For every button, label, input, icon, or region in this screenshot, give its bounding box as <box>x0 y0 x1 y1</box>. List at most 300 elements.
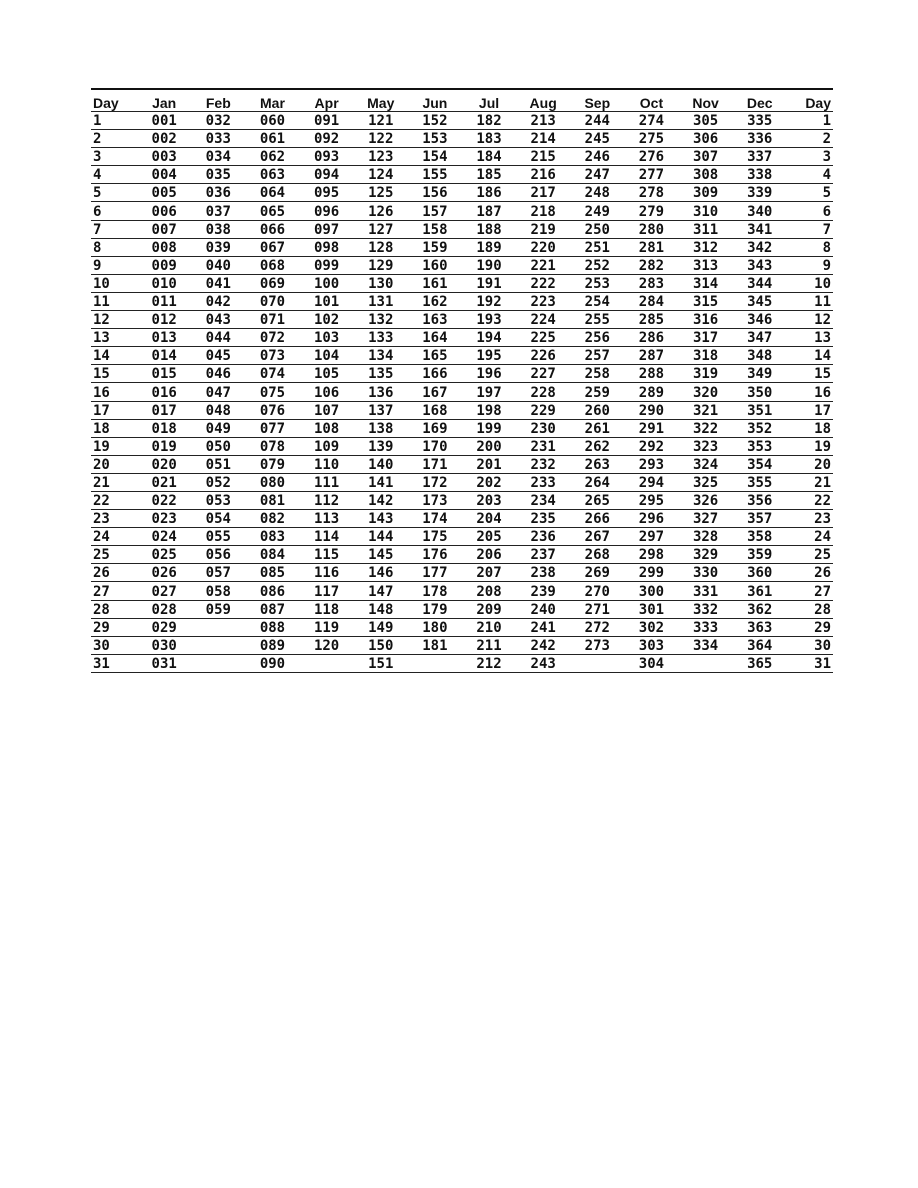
julian-date-cell: 360 <box>733 564 787 582</box>
julian-date-cell: 358 <box>733 528 787 546</box>
julian-date-cell: 359 <box>733 546 787 564</box>
day-cell: 3 <box>787 148 833 166</box>
julian-date-cell: 297 <box>624 528 678 546</box>
julian-date-cell: 099 <box>300 256 354 274</box>
julian-date-cell: 355 <box>733 473 787 491</box>
julian-date-cell: 346 <box>733 311 787 329</box>
julian-date-cell: 193 <box>462 311 516 329</box>
julian-date-cell: 171 <box>408 455 462 473</box>
day-cell: 22 <box>787 491 833 509</box>
day-cell: 26 <box>91 564 137 582</box>
julian-date-cell: 240 <box>516 600 570 618</box>
julian-date-cell: 087 <box>245 600 299 618</box>
table-header <box>91 89 833 112</box>
julian-date-cell: 337 <box>733 148 787 166</box>
julian-date-cell: 190 <box>462 256 516 274</box>
julian-date-cell: 158 <box>408 220 462 238</box>
day-cell: 8 <box>787 238 833 256</box>
julian-date-cell: 124 <box>354 166 408 184</box>
julian-date-cell: 345 <box>733 292 787 310</box>
julian-date-cell: 203 <box>462 491 516 509</box>
day-cell: 30 <box>787 636 833 654</box>
julian-date-cell <box>300 654 354 672</box>
julian-date-cell: 172 <box>408 473 462 491</box>
julian-date-cell: 141 <box>354 473 408 491</box>
julian-date-cell: 048 <box>191 401 245 419</box>
table-body <box>91 112 833 673</box>
julian-date-cell: 095 <box>300 184 354 202</box>
julian-date-cell: 245 <box>570 130 624 148</box>
julian-date-cell <box>191 636 245 654</box>
table-row <box>91 582 833 600</box>
julian-date-cell: 079 <box>245 455 299 473</box>
julian-date-cell: 277 <box>624 166 678 184</box>
day-cell: 25 <box>91 546 137 564</box>
julian-date-cell: 357 <box>733 510 787 528</box>
table-row <box>91 148 833 166</box>
julian-date-cell: 235 <box>516 510 570 528</box>
julian-date-cell: 283 <box>624 274 678 292</box>
julian-date-cell: 101 <box>300 292 354 310</box>
table-row <box>91 238 833 256</box>
julian-date-cell: 032 <box>191 112 245 130</box>
julian-date-cell: 325 <box>679 473 733 491</box>
julian-date-cell: 303 <box>624 636 678 654</box>
julian-date-cell: 280 <box>624 220 678 238</box>
julian-date-cell: 197 <box>462 383 516 401</box>
julian-date-cell: 308 <box>679 166 733 184</box>
julian-date-cell: 106 <box>300 383 354 401</box>
julian-date-cell: 061 <box>245 130 299 148</box>
column-header: Oct <box>624 89 678 112</box>
julian-date-cell: 020 <box>137 455 191 473</box>
julian-date-cell: 046 <box>191 365 245 383</box>
julian-date-cell: 306 <box>679 130 733 148</box>
julian-date-cell: 349 <box>733 365 787 383</box>
table-row <box>91 130 833 148</box>
julian-date-cell: 052 <box>191 473 245 491</box>
julian-date-cell: 365 <box>733 654 787 672</box>
table-row <box>91 510 833 528</box>
julian-date-cell: 182 <box>462 112 516 130</box>
julian-date-cell: 043 <box>191 311 245 329</box>
julian-date-cell: 164 <box>408 329 462 347</box>
day-cell: 28 <box>787 600 833 618</box>
julian-date-cell: 019 <box>137 437 191 455</box>
julian-date-cell: 089 <box>245 636 299 654</box>
julian-date-cell: 251 <box>570 238 624 256</box>
julian-date-cell: 364 <box>733 636 787 654</box>
julian-date-cell: 350 <box>733 383 787 401</box>
day-cell: 12 <box>91 311 137 329</box>
day-cell: 10 <box>787 274 833 292</box>
julian-date-cell: 180 <box>408 618 462 636</box>
julian-date-cell: 003 <box>137 148 191 166</box>
julian-date-cell: 236 <box>516 528 570 546</box>
julian-date-cell: 047 <box>191 383 245 401</box>
julian-date-cell: 356 <box>733 491 787 509</box>
julian-date-cell: 281 <box>624 238 678 256</box>
table-row <box>91 383 833 401</box>
julian-date-cell: 002 <box>137 130 191 148</box>
julian-date-cell: 072 <box>245 329 299 347</box>
julian-date-cell: 205 <box>462 528 516 546</box>
julian-date-cell: 163 <box>408 311 462 329</box>
julian-date-cell: 007 <box>137 220 191 238</box>
julian-date-cell: 070 <box>245 292 299 310</box>
julian-date-cell: 110 <box>300 455 354 473</box>
julian-date-cell: 333 <box>679 618 733 636</box>
julian-date-cell: 009 <box>137 256 191 274</box>
julian-date-cell: 253 <box>570 274 624 292</box>
julian-date-cell: 113 <box>300 510 354 528</box>
julian-date-cell: 353 <box>733 437 787 455</box>
day-cell: 20 <box>787 455 833 473</box>
julian-date-cell: 270 <box>570 582 624 600</box>
julian-date-cell: 053 <box>191 491 245 509</box>
julian-date-cell: 204 <box>462 510 516 528</box>
julian-date-cell: 156 <box>408 184 462 202</box>
julian-date-cell: 037 <box>191 202 245 220</box>
julian-date-cell: 343 <box>733 256 787 274</box>
julian-date-cell: 155 <box>408 166 462 184</box>
column-header: Apr <box>300 89 354 112</box>
julian-date-cell <box>408 654 462 672</box>
table-row <box>91 455 833 473</box>
julian-date-cell: 146 <box>354 564 408 582</box>
julian-date-cell: 363 <box>733 618 787 636</box>
day-cell: 16 <box>91 383 137 401</box>
table-row <box>91 437 833 455</box>
julian-date-cell: 198 <box>462 401 516 419</box>
julian-date-cell: 285 <box>624 311 678 329</box>
julian-date-cell: 093 <box>300 148 354 166</box>
julian-date-cell: 126 <box>354 202 408 220</box>
julian-date-cell: 351 <box>733 401 787 419</box>
julian-date-cell: 115 <box>300 546 354 564</box>
day-cell: 10 <box>91 274 137 292</box>
julian-date-cell: 017 <box>137 401 191 419</box>
julian-date-cell: 292 <box>624 437 678 455</box>
julian-date-cell: 170 <box>408 437 462 455</box>
day-cell: 8 <box>91 238 137 256</box>
julian-date-cell: 023 <box>137 510 191 528</box>
julian-date-cell: 045 <box>191 347 245 365</box>
day-cell: 2 <box>91 130 137 148</box>
julian-date-cell: 212 <box>462 654 516 672</box>
julian-date-cell: 139 <box>354 437 408 455</box>
julian-date-cell: 335 <box>733 112 787 130</box>
julian-date-cell: 119 <box>300 618 354 636</box>
julian-date-cell: 021 <box>137 473 191 491</box>
table-row <box>91 473 833 491</box>
julian-date-cell: 209 <box>462 600 516 618</box>
header-row <box>91 89 833 112</box>
julian-date-cell: 140 <box>354 455 408 473</box>
julian-date-cell: 299 <box>624 564 678 582</box>
julian-date-cell: 129 <box>354 256 408 274</box>
julian-date-cell: 134 <box>354 347 408 365</box>
julian-date-cell: 185 <box>462 166 516 184</box>
julian-date-cell: 144 <box>354 528 408 546</box>
julian-date-cell: 269 <box>570 564 624 582</box>
julian-date-cell: 103 <box>300 329 354 347</box>
julian-date-cell: 080 <box>245 473 299 491</box>
julian-date-cell: 300 <box>624 582 678 600</box>
julian-date-cell: 162 <box>408 292 462 310</box>
julian-date-cell: 275 <box>624 130 678 148</box>
column-header: Feb <box>191 89 245 112</box>
day-cell: 17 <box>91 401 137 419</box>
julian-date-cell: 231 <box>516 437 570 455</box>
day-cell: 21 <box>91 473 137 491</box>
day-cell: 9 <box>91 256 137 274</box>
julian-date-cell: 259 <box>570 383 624 401</box>
julian-date-cell: 073 <box>245 347 299 365</box>
day-cell: 30 <box>91 636 137 654</box>
julian-date-cell: 287 <box>624 347 678 365</box>
julian-date-cell: 279 <box>624 202 678 220</box>
julian-date-cell: 051 <box>191 455 245 473</box>
julian-date-cell: 109 <box>300 437 354 455</box>
day-cell: 19 <box>787 437 833 455</box>
julian-date-cell: 176 <box>408 546 462 564</box>
julian-date-cell <box>570 654 624 672</box>
column-header: Jul <box>462 89 516 112</box>
julian-date-cell: 005 <box>137 184 191 202</box>
julian-date-cell: 121 <box>354 112 408 130</box>
julian-date-cell: 264 <box>570 473 624 491</box>
julian-date-cell: 178 <box>408 582 462 600</box>
day-cell: 31 <box>91 654 137 672</box>
julian-date-cell: 018 <box>137 419 191 437</box>
julian-date-cell: 218 <box>516 202 570 220</box>
julian-date-cell <box>679 654 733 672</box>
julian-date-cell: 138 <box>354 419 408 437</box>
julian-date-cell: 289 <box>624 383 678 401</box>
julian-date-cell: 331 <box>679 582 733 600</box>
day-cell: 5 <box>787 184 833 202</box>
julian-date-cell: 328 <box>679 528 733 546</box>
day-cell: 24 <box>787 528 833 546</box>
julian-date-cell: 334 <box>679 636 733 654</box>
julian-date-cell: 039 <box>191 238 245 256</box>
table-row <box>91 292 833 310</box>
julian-date-cell: 224 <box>516 311 570 329</box>
julian-date-cell: 225 <box>516 329 570 347</box>
julian-date-cell: 058 <box>191 582 245 600</box>
julian-date-cell: 257 <box>570 347 624 365</box>
julian-date-cell: 313 <box>679 256 733 274</box>
julian-date-cell: 098 <box>300 238 354 256</box>
day-cell: 1 <box>91 112 137 130</box>
julian-date-cell: 065 <box>245 202 299 220</box>
julian-date-cell: 107 <box>300 401 354 419</box>
julian-date-cell: 147 <box>354 582 408 600</box>
julian-date-cell: 347 <box>733 329 787 347</box>
julian-date-cell: 117 <box>300 582 354 600</box>
julian-date-cell: 035 <box>191 166 245 184</box>
day-cell: 13 <box>787 329 833 347</box>
julian-date-cell: 291 <box>624 419 678 437</box>
julian-date-cell: 049 <box>191 419 245 437</box>
column-header: Mar <box>245 89 299 112</box>
julian-date-cell: 166 <box>408 365 462 383</box>
julian-date-cell: 248 <box>570 184 624 202</box>
column-header: Jan <box>137 89 191 112</box>
julian-date-cell: 189 <box>462 238 516 256</box>
julian-date-cell: 293 <box>624 455 678 473</box>
day-cell: 3 <box>91 148 137 166</box>
julian-date-cell: 006 <box>137 202 191 220</box>
julian-date-cell: 069 <box>245 274 299 292</box>
julian-date-cell: 213 <box>516 112 570 130</box>
julian-date-cell: 028 <box>137 600 191 618</box>
julian-date-cell: 183 <box>462 130 516 148</box>
julian-date-cell: 244 <box>570 112 624 130</box>
julian-date-cell: 013 <box>137 329 191 347</box>
julian-date-cell: 064 <box>245 184 299 202</box>
julian-date-cell: 151 <box>354 654 408 672</box>
julian-date-cell: 026 <box>137 564 191 582</box>
julian-date-cell: 042 <box>191 292 245 310</box>
table-row <box>91 600 833 618</box>
table-row <box>91 256 833 274</box>
julian-date-cell: 254 <box>570 292 624 310</box>
day-cell: 6 <box>787 202 833 220</box>
julian-date-cell: 307 <box>679 148 733 166</box>
julian-date-cell: 211 <box>462 636 516 654</box>
julian-date-cell: 174 <box>408 510 462 528</box>
julian-date-cell: 125 <box>354 184 408 202</box>
julian-date-cell: 059 <box>191 600 245 618</box>
julian-date-cell: 304 <box>624 654 678 672</box>
julian-date-cell: 011 <box>137 292 191 310</box>
julian-date-cell: 263 <box>570 455 624 473</box>
julian-date-cell: 029 <box>137 618 191 636</box>
julian-date-cell: 016 <box>137 383 191 401</box>
julian-date-cell: 165 <box>408 347 462 365</box>
julian-date-cell: 030 <box>137 636 191 654</box>
julian-date-cell: 145 <box>354 546 408 564</box>
julian-date-cell: 148 <box>354 600 408 618</box>
julian-date-cell: 217 <box>516 184 570 202</box>
day-cell: 15 <box>91 365 137 383</box>
julian-date-cell: 135 <box>354 365 408 383</box>
julian-date-cell: 219 <box>516 220 570 238</box>
column-header: Aug <box>516 89 570 112</box>
julian-date-cell: 249 <box>570 202 624 220</box>
julian-date-cell: 008 <box>137 238 191 256</box>
julian-date-cell: 184 <box>462 148 516 166</box>
julian-date-cell: 361 <box>733 582 787 600</box>
table-row <box>91 365 833 383</box>
julian-date-cell: 161 <box>408 274 462 292</box>
julian-date-cell: 324 <box>679 455 733 473</box>
julian-date-cell: 104 <box>300 347 354 365</box>
column-header: Day <box>91 89 137 112</box>
julian-date-cell: 288 <box>624 365 678 383</box>
table-row <box>91 329 833 347</box>
julian-date-cell: 179 <box>408 600 462 618</box>
julian-date-cell: 188 <box>462 220 516 238</box>
julian-date-cell: 214 <box>516 130 570 148</box>
julian-date-cell: 169 <box>408 419 462 437</box>
julian-date-cell: 092 <box>300 130 354 148</box>
julian-date-cell: 340 <box>733 202 787 220</box>
julian-date-cell: 175 <box>408 528 462 546</box>
julian-date-cell: 076 <box>245 401 299 419</box>
julian-date-cell: 265 <box>570 491 624 509</box>
julian-date-cell: 329 <box>679 546 733 564</box>
julian-date-cell: 022 <box>137 491 191 509</box>
table-row <box>91 202 833 220</box>
julian-date-cell: 315 <box>679 292 733 310</box>
julian-date-cell: 090 <box>245 654 299 672</box>
julian-date-cell: 261 <box>570 419 624 437</box>
julian-date-cell: 298 <box>624 546 678 564</box>
julian-date-cell: 041 <box>191 274 245 292</box>
julian-date-cell: 314 <box>679 274 733 292</box>
julian-date-cell: 226 <box>516 347 570 365</box>
julian-date-cell: 286 <box>624 329 678 347</box>
julian-date-cell: 311 <box>679 220 733 238</box>
day-cell: 7 <box>787 220 833 238</box>
table-row <box>91 311 833 329</box>
julian-date-cell: 123 <box>354 148 408 166</box>
table-row <box>91 166 833 184</box>
julian-date-cell: 127 <box>354 220 408 238</box>
day-cell: 28 <box>91 600 137 618</box>
julian-date-cell: 341 <box>733 220 787 238</box>
julian-date-cell: 201 <box>462 455 516 473</box>
julian-date-cell: 130 <box>354 274 408 292</box>
julian-date-cell: 034 <box>191 148 245 166</box>
julian-date-cell: 057 <box>191 564 245 582</box>
column-header: Jun <box>408 89 462 112</box>
julian-date-cell: 312 <box>679 238 733 256</box>
day-cell: 12 <box>787 311 833 329</box>
day-cell: 20 <box>91 455 137 473</box>
julian-date-cell: 296 <box>624 510 678 528</box>
julian-date-cell: 208 <box>462 582 516 600</box>
julian-date-cell: 074 <box>245 365 299 383</box>
julian-date-cell: 321 <box>679 401 733 419</box>
julian-date-cell: 220 <box>516 238 570 256</box>
julian-date-cell <box>191 618 245 636</box>
julian-date-cell: 239 <box>516 582 570 600</box>
column-header: Nov <box>679 89 733 112</box>
julian-date-cell: 132 <box>354 311 408 329</box>
julian-date-cell: 168 <box>408 401 462 419</box>
julian-date-cell: 100 <box>300 274 354 292</box>
julian-date-cell: 084 <box>245 546 299 564</box>
julian-date-cell: 108 <box>300 419 354 437</box>
day-cell: 23 <box>91 510 137 528</box>
julian-date-cell: 004 <box>137 166 191 184</box>
julian-date-cell: 024 <box>137 528 191 546</box>
julian-date-cell: 216 <box>516 166 570 184</box>
julian-date-cell: 354 <box>733 455 787 473</box>
julian-date-cell: 228 <box>516 383 570 401</box>
julian-date-cell: 229 <box>516 401 570 419</box>
julian-date-cell: 339 <box>733 184 787 202</box>
julian-date-cell: 014 <box>137 347 191 365</box>
table-row <box>91 546 833 564</box>
julian-date-cell: 091 <box>300 112 354 130</box>
julian-date-cell: 320 <box>679 383 733 401</box>
julian-date-cell: 181 <box>408 636 462 654</box>
